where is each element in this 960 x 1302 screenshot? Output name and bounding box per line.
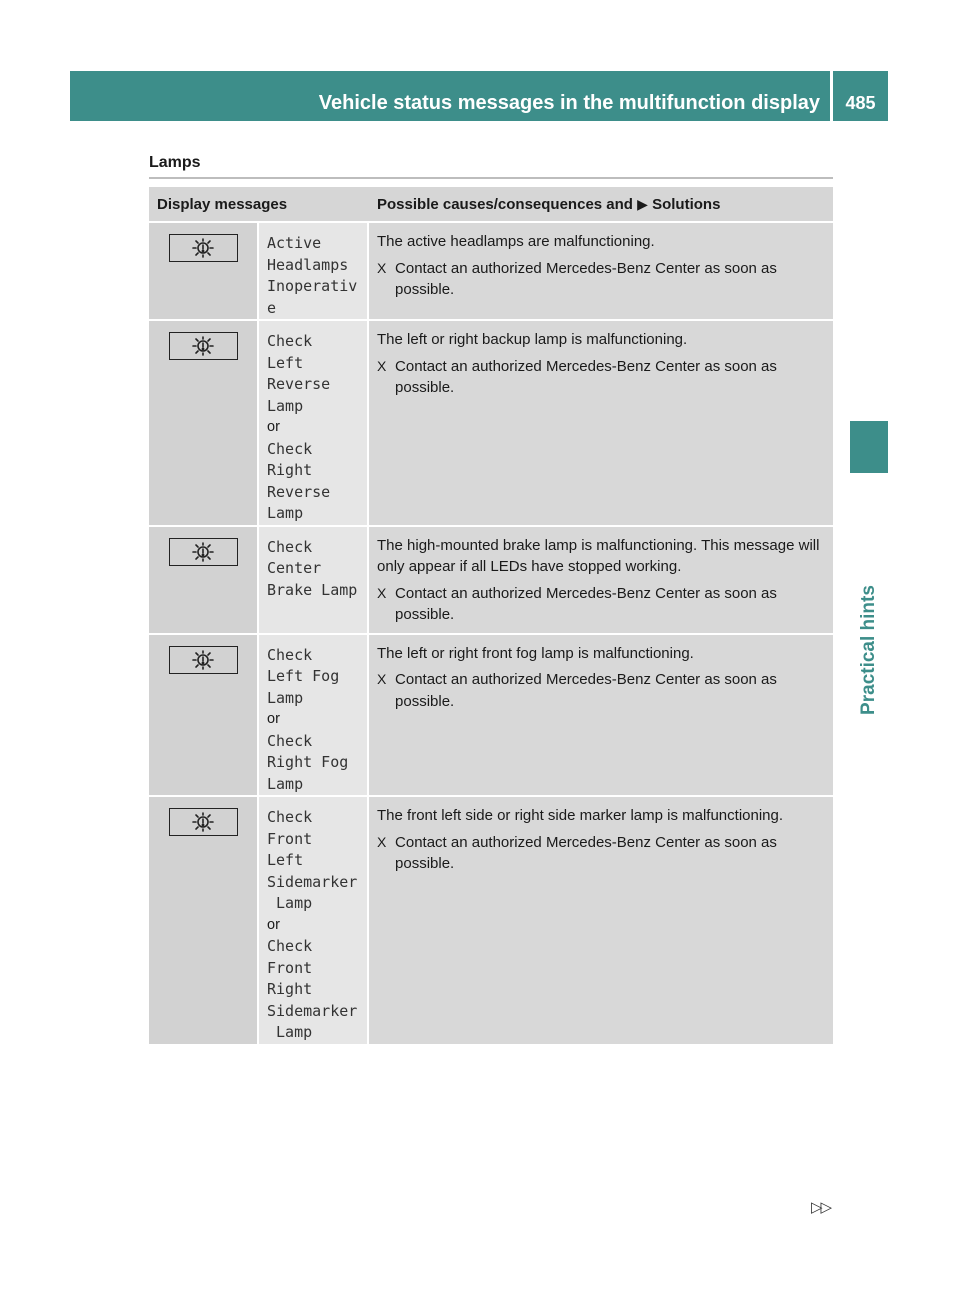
message-line: Left Fog bbox=[267, 667, 340, 685]
solution-step bbox=[377, 832, 827, 875]
message-line: Check bbox=[267, 937, 313, 955]
solution-cell bbox=[369, 797, 833, 1046]
header-solutions-prefix: Possible causes/consequences and bbox=[377, 195, 633, 213]
page-header bbox=[70, 71, 888, 121]
solution-step-text: Contact an authorized Mercedes-Benz Center as soon as possible. bbox=[395, 833, 777, 872]
message-line: Headlamps bbox=[267, 255, 349, 274]
message-line: Brake Lamp bbox=[267, 580, 358, 599]
continue-arrows-icon: ▷▷ bbox=[811, 1199, 831, 1216]
solution-step-text: Contact an authorized Mercedes-Benz Center as soon as possible. bbox=[395, 671, 777, 710]
header-solutions-suffix: Solutions bbox=[652, 195, 721, 213]
solution-step-text: Contact an authorized Mercedes-Benz Center as soon as possible. bbox=[395, 584, 777, 623]
solution-step bbox=[377, 356, 827, 399]
solution-cell bbox=[369, 223, 833, 321]
table-row bbox=[149, 635, 833, 798]
section-divider bbox=[149, 177, 833, 179]
icon-cell bbox=[149, 223, 259, 321]
message-line: Front bbox=[267, 829, 313, 848]
cause-text: The high-mounted brake lamp is malfunctioning. This message will only appear if all LEDs have stopped working. bbox=[377, 536, 820, 575]
message-line: Check bbox=[267, 537, 313, 556]
message-line: Center bbox=[267, 559, 322, 577]
message-line: Left bbox=[267, 353, 304, 372]
display-message-cell bbox=[259, 797, 369, 1046]
table-row bbox=[149, 527, 833, 635]
message-line: Check bbox=[267, 808, 313, 826]
header-title: Vehicle status messages in the multifunction display bbox=[318, 92, 820, 114]
page-number-box bbox=[833, 71, 888, 121]
table-header-row bbox=[149, 187, 833, 223]
section-title: Lamps bbox=[149, 154, 201, 171]
display-message-cell bbox=[259, 321, 369, 527]
solution-cell bbox=[369, 635, 833, 798]
lamp-warning-icon bbox=[169, 646, 238, 674]
step-marker-icon: X bbox=[377, 833, 387, 850]
cause-text: The front left side or right side marker lamp is malfunctioning. bbox=[377, 807, 784, 824]
message-line: Sidemarker bbox=[267, 1001, 358, 1020]
display-message-cell bbox=[259, 527, 369, 635]
message-line: Lamp bbox=[267, 894, 313, 912]
message-line: Reverse bbox=[267, 482, 331, 501]
cause-text: The left or right backup lamp is malfunctioning. bbox=[377, 331, 688, 348]
message-line: Check bbox=[267, 645, 313, 664]
cause-text: The active headlamps are malfunctioning. bbox=[377, 233, 655, 250]
message-line: Lamp bbox=[267, 396, 304, 415]
side-tab-marker bbox=[850, 421, 888, 473]
step-marker-icon: X bbox=[377, 357, 387, 374]
solution-step-text: Contact an authorized Mercedes-Benz Center as soon as possible. bbox=[395, 259, 777, 298]
page-number: 485 bbox=[845, 93, 876, 113]
message-line: Lamp bbox=[267, 504, 304, 522]
lamp-warning-icon bbox=[169, 538, 238, 566]
step-marker-icon: X bbox=[377, 584, 387, 601]
display-message-cell bbox=[259, 635, 369, 798]
solution-step bbox=[377, 583, 827, 626]
message-or-separator: or bbox=[267, 711, 280, 727]
step-marker-icon: X bbox=[377, 671, 387, 687]
table-row bbox=[149, 223, 833, 321]
header-solutions bbox=[369, 187, 833, 223]
table-row bbox=[149, 321, 833, 527]
message-line: Reverse bbox=[267, 375, 331, 393]
message-line: Lamp bbox=[267, 774, 304, 793]
header-display-messages: Display messages bbox=[149, 187, 369, 223]
icon-cell bbox=[149, 321, 259, 527]
icon-cell bbox=[149, 797, 259, 1046]
message-line: Check bbox=[267, 731, 313, 750]
cause-text: The left or right front fog lamp is malfunctioning. bbox=[377, 644, 694, 662]
message-line: Right bbox=[267, 461, 313, 479]
header-title-bar bbox=[70, 71, 830, 121]
icon-cell bbox=[149, 527, 259, 635]
message-line: Inoperativ bbox=[267, 277, 358, 295]
message-line: Lamp bbox=[267, 688, 304, 707]
message-or-separator: or bbox=[267, 916, 280, 933]
lamp-warning-icon bbox=[169, 332, 238, 360]
solution-step-text: Contact an authorized Mercedes-Benz Center as soon as possible. bbox=[395, 357, 777, 396]
lamp-warning-icon bbox=[169, 808, 238, 836]
message-or-separator: or bbox=[267, 419, 280, 435]
message-line: Check bbox=[267, 332, 313, 350]
solution-step bbox=[377, 258, 827, 301]
message-line: Left bbox=[267, 851, 304, 869]
lamps-table bbox=[149, 187, 833, 1046]
lamp-warning-icon bbox=[169, 234, 238, 262]
message-line: Active bbox=[267, 234, 322, 252]
solution-cell bbox=[369, 321, 833, 527]
message-line: Lamp bbox=[267, 1023, 313, 1041]
message-line: Front bbox=[267, 958, 313, 977]
solutions-arrow-icon: ▶ bbox=[637, 195, 648, 212]
message-line: Sidemarker bbox=[267, 872, 358, 891]
step-marker-icon: X bbox=[377, 259, 387, 276]
side-tab-label: Practical hints bbox=[858, 585, 879, 715]
display-message-cell bbox=[259, 223, 369, 321]
message-line: e bbox=[267, 298, 277, 317]
icon-cell bbox=[149, 635, 259, 798]
message-line: Right Fog bbox=[267, 753, 349, 771]
table-row bbox=[149, 797, 833, 1046]
message-line: Check bbox=[267, 439, 313, 458]
solution-step bbox=[377, 669, 827, 712]
solution-cell bbox=[369, 527, 833, 635]
message-line: Right bbox=[267, 980, 313, 998]
